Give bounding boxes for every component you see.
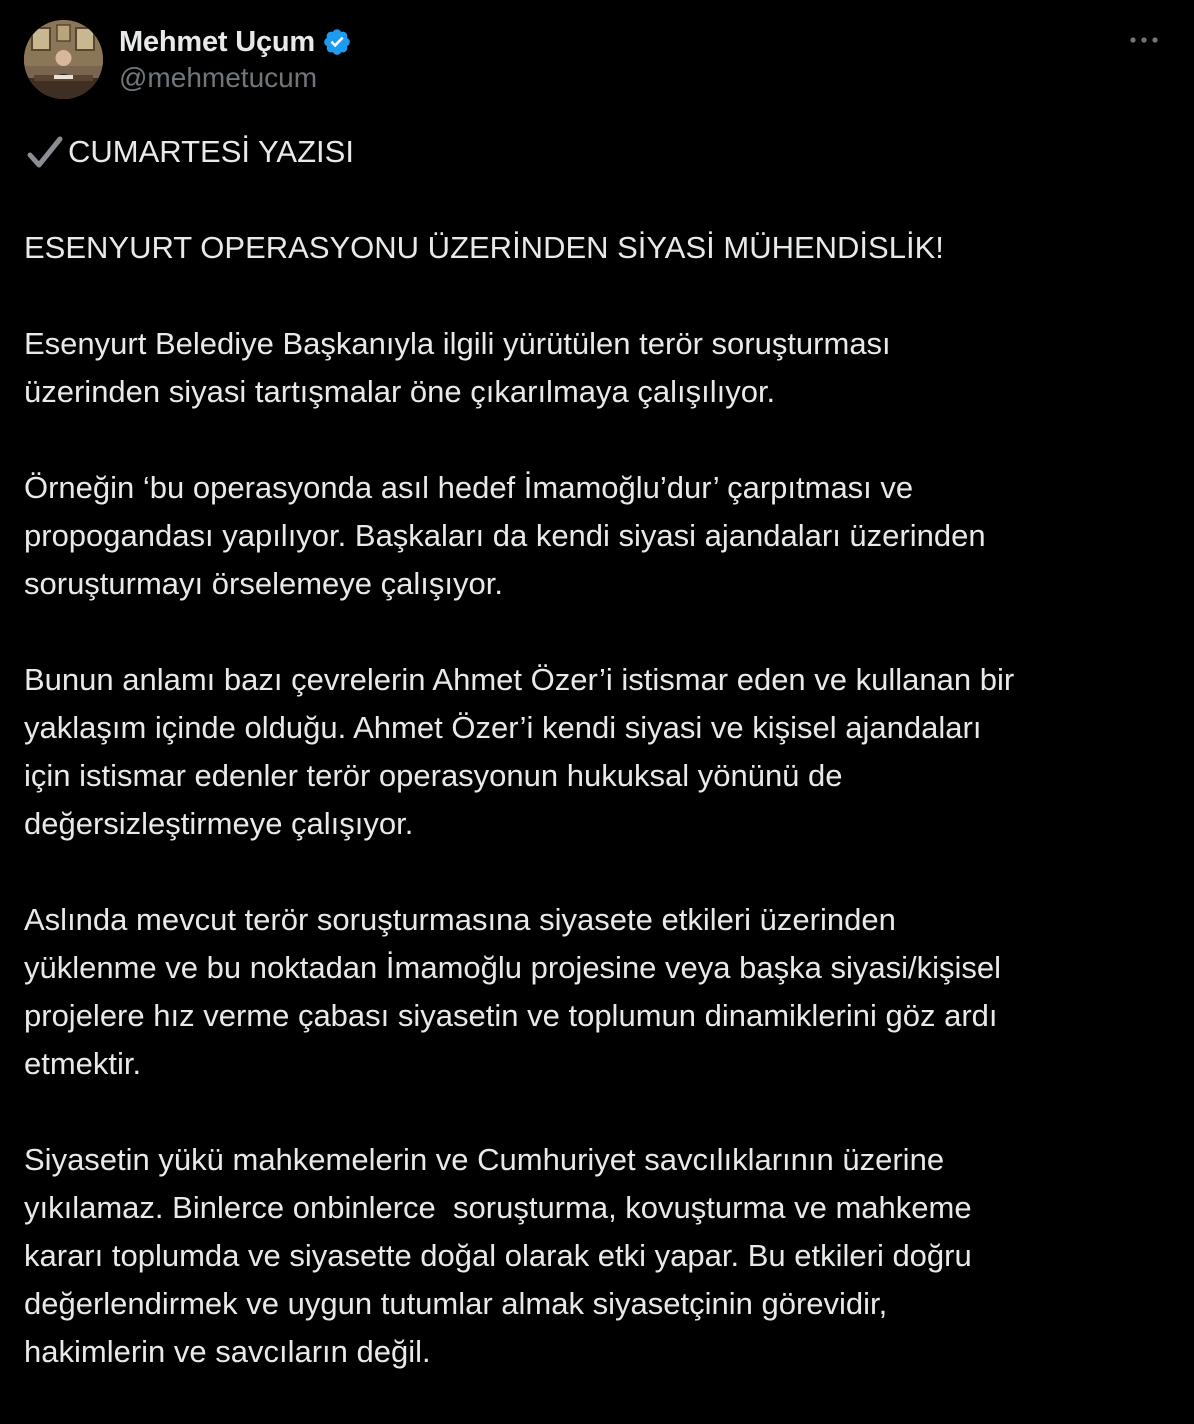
tweet-text [24,128,1174,1424]
more-options-button[interactable] [1124,24,1164,56]
check-mark-icon [24,131,66,173]
tweet-heading [24,128,1174,176]
more-horizontal-icon [1129,36,1159,44]
paragraph-line: yüklenme ve bu noktadan İmamoğlu projesine veya başka siyasi/kişisel [24,950,1001,985]
paragraph-line: projelere hız verme çabası siyasetin ve toplumun dinamiklerini göz ardı [24,998,998,1033]
paragraph-line: etmektir. [24,1046,142,1081]
verified-badge-icon [322,27,352,57]
paragraph-line: Örneğin ‘bu operasyonda asıl hedef İmamoğlu’dur’ çarpıtması ve [24,470,914,505]
tweet-paragraph [24,1136,1174,1376]
tweet-title [24,224,1174,272]
paragraph-line: yaklaşım içinde olduğu. Ahmet Özer’i kendi siyasi ve kişisel ajandaları [24,710,982,745]
paragraph-line: üzerinden siyasi tartışmalar öne çıkarılmaya çalışılıyor. [24,374,776,409]
paragraph-line: için istismar edenler terör operasyonun hukuksal yönünü de [24,758,843,793]
paragraph-line: hakimlerin ve savcıların değil. [24,1334,431,1369]
avatar[interactable] [24,20,103,99]
paragraph-line: Siyasetin yükü mahkemelerin ve Cumhuriyet savcılıklarının üzerine [24,1142,945,1177]
paragraph-line: soruşturmayı örselemeye çalışıyor. [24,566,503,601]
tweet-heading-text: CUMARTESİ YAZISI [68,134,354,169]
paragraph-line: propogandası yapılıyor. Başkaları da kendi siyasi ajandaları üzerinden [24,518,986,553]
paragraph-line: Aslında mevcut terör soruşturmasına siyasete etkileri üzerinden [24,902,896,937]
paragraph-line: değerlendirmek ve uygun tutumlar almak siyasetçinin görevidir, [24,1286,888,1321]
author-name[interactable]: Mehmet Uçum [119,25,315,58]
author-name-row [119,22,352,62]
tweet-paragraph [24,464,1174,608]
tweet-paragraph [24,896,1174,1088]
paragraph-line: Bunun anlamı bazı çevrelerin Ahmet Özer’i istismar eden ve kullanan bir [24,662,1015,697]
tweet-paragraph [24,656,1174,848]
paragraph-line: değersizleştirmeye çalışıyor. [24,806,414,841]
paragraph-line: yıkılamaz. Binlerce onbinlerce soruşturma, kovuşturma ve mahkeme [24,1190,972,1225]
paragraph-line: kararı toplumda ve siyasette doğal olarak etki yapar. Bu etkileri doğru [24,1238,972,1273]
author-handle[interactable]: @mehmetucum [119,62,318,93]
paragraph-line: Esenyurt Belediye Başkanıyla ilgili yürütülen terör soruşturması [24,326,891,361]
tweet-title-text: ESENYURT OPERASYONU ÜZERİNDEN SİYASİ MÜHENDİSLİK! [24,230,944,265]
tweet-paragraph [24,320,1174,416]
